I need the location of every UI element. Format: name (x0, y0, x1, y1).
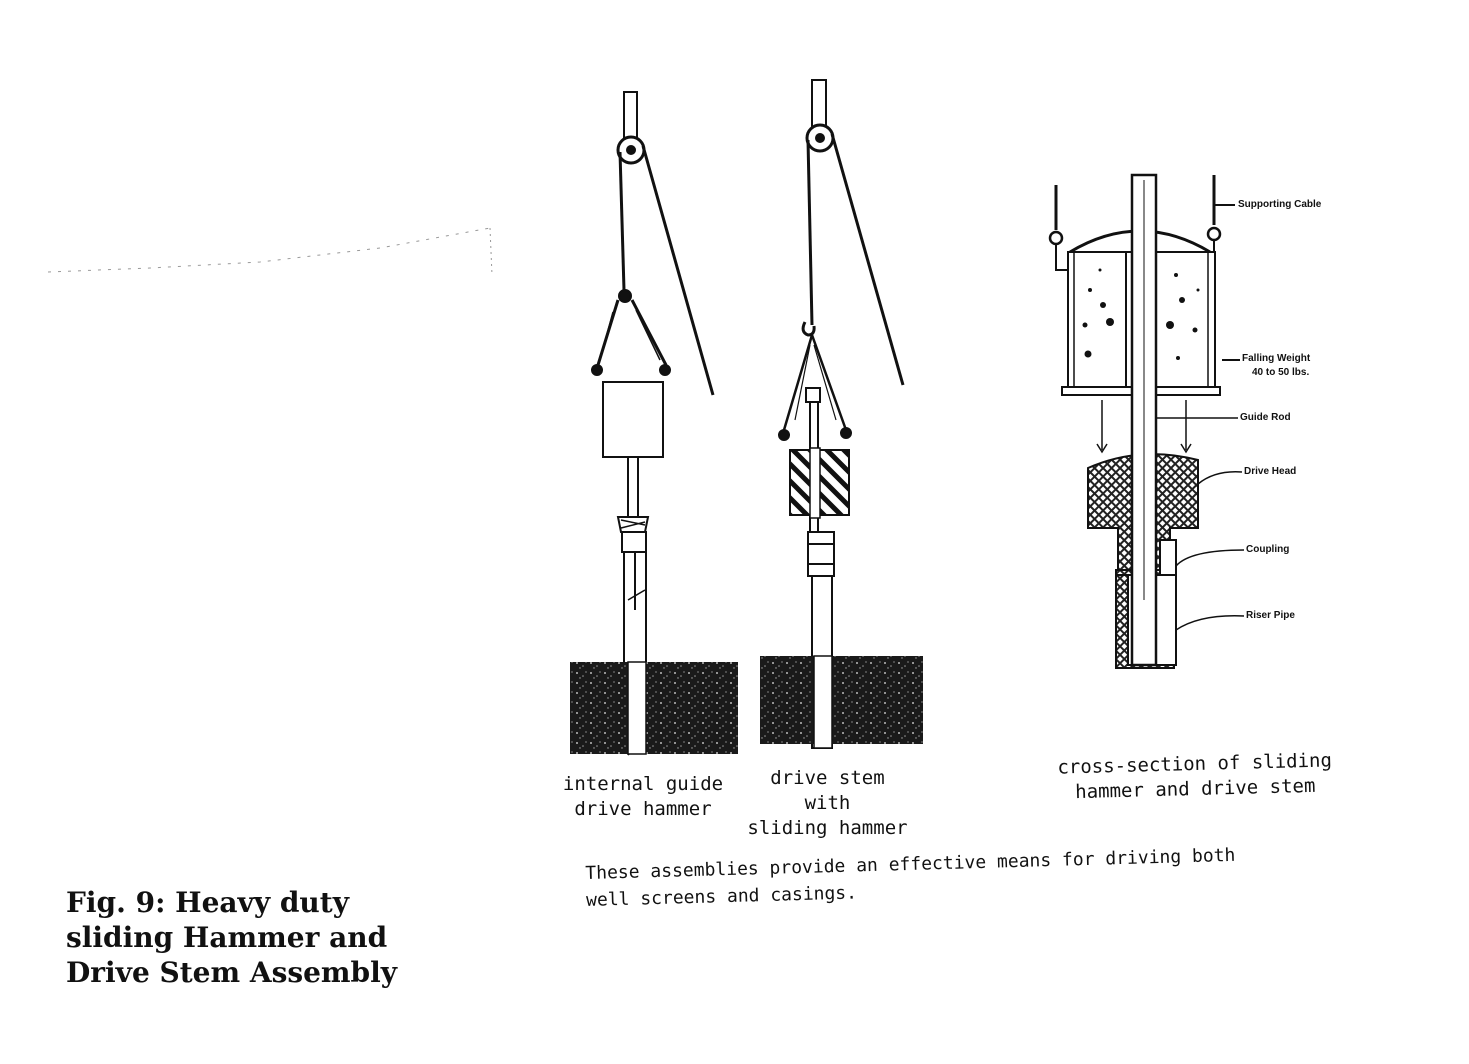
soil-block (570, 662, 738, 754)
figure-title-line: Drive Stem Assembly (66, 956, 398, 989)
callout-coupling: Coupling (1246, 544, 1290, 555)
figure-title-line: sliding Hammer and (66, 921, 388, 954)
caption-line: hammer and drive stem (1074, 774, 1316, 804)
internal-guide-hammer-diagram (570, 92, 738, 755)
figure-title (66, 885, 397, 990)
scan-artifacts (48, 228, 492, 275)
hammer-block (603, 382, 663, 457)
caption-line: drive hammer (574, 798, 712, 820)
caption-internal-guide-hammer (548, 772, 738, 822)
soil-block (760, 656, 923, 744)
callout-guide-rod: Guide Rod (1240, 412, 1291, 423)
caption-drive-stem-sliding-hammer (735, 766, 920, 841)
caption-cross-section (1039, 748, 1350, 806)
callout-supporting-cable: Supporting Cable (1238, 199, 1322, 210)
description-line: well screens and casings. (585, 882, 858, 911)
callout-drive-head: Drive Head (1244, 466, 1297, 477)
caption-line: cross-section of sliding (1057, 749, 1333, 779)
caption-line: internal guide (562, 773, 724, 795)
drive-stem-sliding-hammer-diagram (760, 80, 923, 748)
description-line: These assemblies provide an effective means for driving both (585, 844, 1236, 884)
callout-falling-weight-range: 40 to 50 lbs. (1252, 367, 1310, 378)
caption-line: drive stem (770, 767, 885, 789)
cross-section-diagram (1050, 175, 1244, 668)
caption-line: with (804, 792, 851, 814)
figure-title-line: Fig. 9: Heavy duty (66, 886, 349, 919)
callout-riser-pipe: Riser Pipe (1246, 610, 1295, 621)
callout-falling-weight: Falling Weight (1242, 353, 1311, 364)
caption-line: sliding hammer (747, 817, 908, 839)
